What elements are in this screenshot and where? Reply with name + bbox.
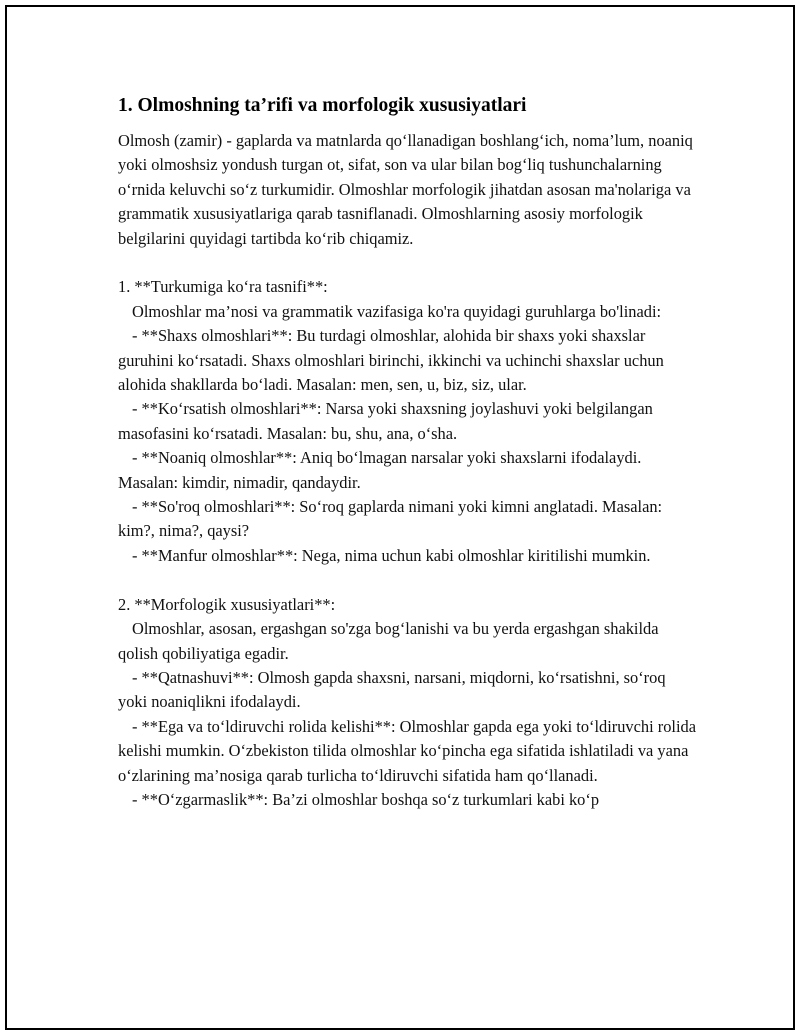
section-title: 1. Olmoshning ta’rifi va morfologik xususiyatlari [118, 95, 527, 116]
section2-intro: Olmoshlar, asosan, ergashgan so'zga bog‘lanishi va bu yerda ergashgan shakilda qolish qobiliyatiga egadir. [118, 619, 663, 663]
section1-heading: 1. **Turkumiga ko‘ra tasnifi**: [118, 277, 328, 297]
paragraph-gap [118, 251, 698, 275]
section2-item-invariability: - **O‘zgarmaslik**: Ba’zi olmoshlar boshqa so‘z turkumlari kabi ko‘p [132, 789, 600, 809]
section2-item-participation: - **Qatnashuvi**: Olmosh gapda shaxsni, narsani, miqdorni, ko‘rsatishni, so‘roq yoki noaniqlikni ifodalaydi. [118, 667, 670, 712]
section2-item-subject-object: - **Ega va to‘ldiruvchi rolida kelishi**: Olmoshlar gapda ega yoki to‘ldiruvchi rolida kelishi mumkin. O‘zbekiston tilida olmoshlar ko‘pincha ega sifatida ishlatiladi va yana o‘zlarining ma’nosiga qarab turlicha to‘ldiruvchi sifatida ham qo‘llanadi. [118, 716, 701, 785]
section1-item-negative: - **Manfur olmoshlar**: Nega, nima uchun kabi olmoshlar kiritilishi mumkin. [132, 545, 651, 565]
section2-heading: 2. **Morfologik xususiyatlari**: [118, 594, 336, 614]
section1-intro: Olmoshlar ma’nosi va grammatik vazifasiga ko'ra quyidagi guruhlarga bo'linadi: [132, 301, 662, 321]
intro-paragraph: Olmosh (zamir) - gaplarda va matnlarda qo‘llanadigan boshlang‘ich, noma’lum, noaniq yoki olmoshsiz yondush turgan ot, sifat, son va ular bilan bog‘liq tushunchalarning o‘rnida keluvchi so‘z turkumidir. Olmoshlar morfologik jihatdan asosan ma'nolariga va grammatik xususiyatlariga qarab tasniflanadi. Olmoshlarning asosiy morfologik belgilarini quyidagi tartibda ko‘rib chiqamiz. [118, 131, 697, 248]
section1-item-demonstrative: - **Ko‘rsatish olmoshlari**: Narsa yoki shaxsning joylashuvi yoki belgilangan masofasini ko‘rsatadi. Masalan: bu, shu, ana, o‘sha. [118, 399, 657, 443]
section1-item-indefinite: - **Noaniq olmoshlar**: Aniq bo‘lmagan narsalar yoki shaxslarni ifodalaydi. Masalan: kimdir, nimadir, qandaydir. [118, 448, 646, 492]
section1-item-personal: - **Shaxs olmoshlari**: Bu turdagi olmoshlar, alohida bir shaxs yoki shaxslar guruhini ko‘rsatadi. Shaxs olmoshlari birinchi, ikkinchi va uchinchi shaxslar uchun alohida shakllarda bo‘ladi. Masalan: men, sen, u, biz, siz, ular. [118, 326, 668, 395]
document-body [118, 93, 701, 812]
section1-item-interrogative: - **So'roq olmoshlari**: So‘roq gaplarda nimani yoki kimni anglatadi. Masalan: kim?, nima?, qaysi? [118, 497, 667, 541]
paragraph-gap [118, 568, 698, 592]
